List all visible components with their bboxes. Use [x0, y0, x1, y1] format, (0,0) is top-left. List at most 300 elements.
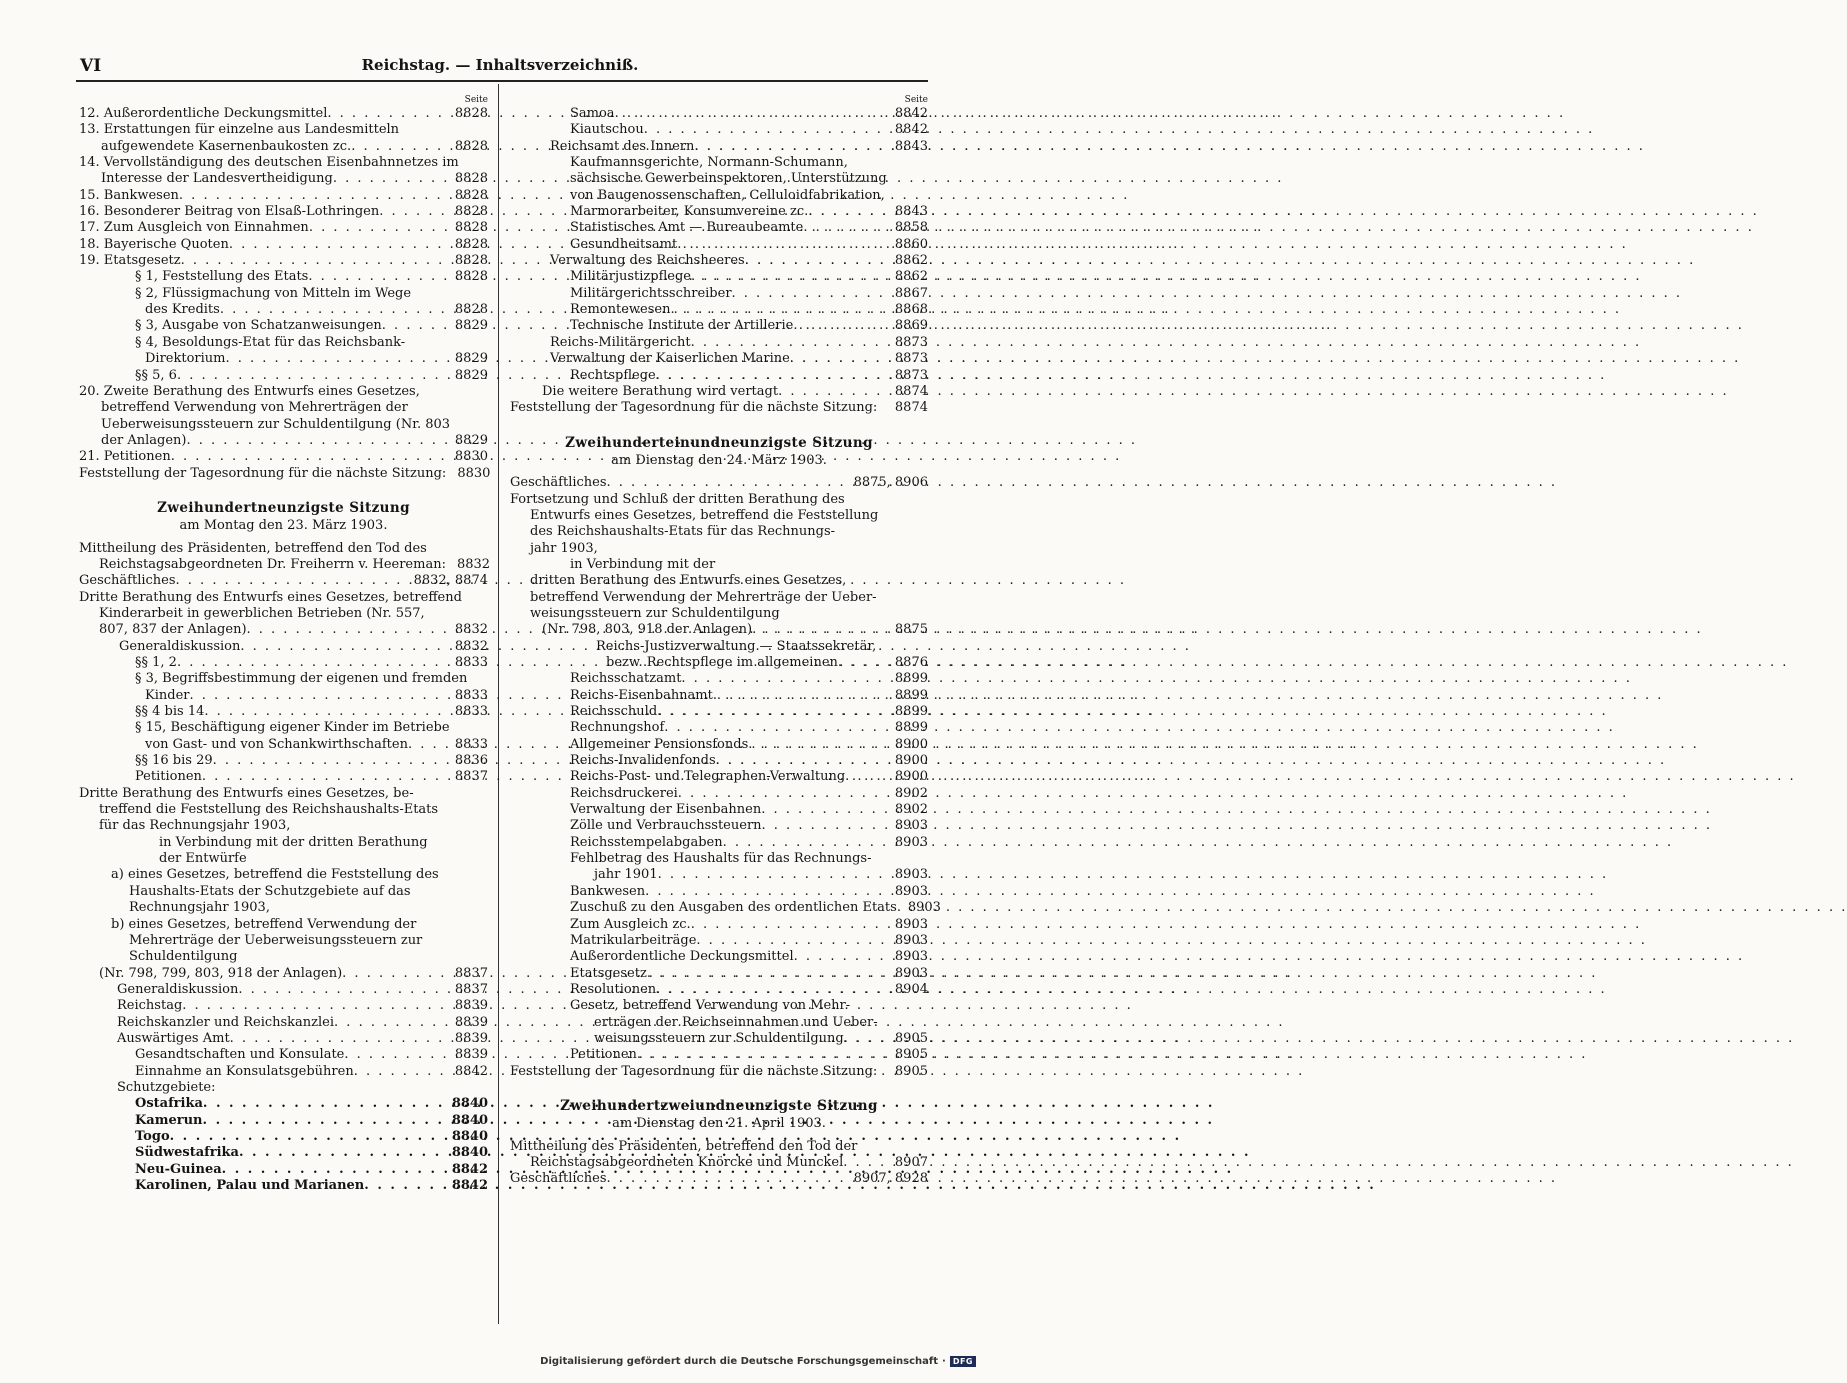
sitting-heading: Zweihundertzweiundneunzigste Sitzung	[560, 1097, 878, 1114]
dot-leader	[354, 1064, 452, 1080]
page-ref: 8828	[454, 220, 488, 236]
toc-entry	[79, 220, 488, 236]
toc-entry-text: Reichs-Justizverwaltung — Staatssekretär,	[596, 638, 877, 654]
dot-leader	[808, 204, 892, 220]
dot-leader	[761, 802, 892, 818]
page-ref: 8828	[454, 236, 488, 252]
entry-text: bezw. Rechtspflege im allgemeinen	[606, 655, 838, 670]
dfg-logo: DFG	[950, 1356, 976, 1367]
entry-text: Feststellung der Tagesordnung für die nächste Sitzung:	[510, 400, 878, 416]
page-ref: 8903	[907, 900, 941, 916]
page-ref: 8899	[894, 671, 928, 687]
toc-entry	[79, 622, 488, 638]
toc-entry	[79, 1145, 488, 1161]
page-ref: 8828	[454, 171, 488, 187]
entry-text: 17. Zum Ausgleich von Einnahmen	[79, 220, 309, 236]
page-ref: 8840	[451, 1112, 488, 1128]
toc-entry	[79, 449, 488, 465]
entry-text: §§ 16 bis 29	[135, 753, 213, 769]
toc-entry	[79, 639, 488, 655]
dot-leader	[327, 106, 452, 122]
entry-text: aufgewendete Kasernenbaukosten zc.	[101, 138, 352, 154]
entry-text: § 3, Ausgabe von Schatzanweisungen	[135, 318, 382, 334]
sitting-date: am Dienstag den 24. März 1903.	[611, 452, 827, 468]
right-column	[510, 94, 941, 1188]
toc-entry	[510, 1031, 928, 1047]
entry-text: Reichs-Post- und Telegraphen-Verwaltung	[570, 769, 846, 785]
toc-entry-text: Schutzgebiete:	[117, 1079, 216, 1095]
page-ref: 8842	[451, 1178, 488, 1193]
entry-text: §§ 4 bis 14	[135, 704, 205, 720]
toc-entry	[510, 384, 928, 400]
dot-leader	[745, 253, 892, 269]
toc-entry	[79, 753, 488, 769]
toc-entry	[79, 982, 488, 998]
dot-leader	[239, 1145, 449, 1161]
page-ref: 8832, 8874	[413, 573, 488, 589]
toc-entry	[79, 1162, 488, 1178]
toc-entry	[79, 1047, 488, 1063]
sitting-date: am Montag den 23. März 1903.	[179, 518, 388, 534]
entry-text: Reichstag	[117, 998, 183, 1014]
page-ref: 8839	[454, 1047, 488, 1063]
dot-leader	[213, 753, 452, 769]
toc-entry	[79, 556, 491, 573]
dot-leader	[187, 433, 452, 449]
entry-text: Südwestafrika	[135, 1145, 239, 1161]
page-ref: 8832	[454, 638, 488, 654]
toc-entry	[79, 188, 488, 204]
entry-text: Resolutionen	[570, 981, 657, 997]
toc-entry	[510, 106, 928, 122]
entry-text: Ostafrika	[135, 1096, 203, 1112]
dot-leader	[364, 1178, 449, 1194]
toc-entry-text: Ueberweisungssteuern zur Schuldentilgung (Nr. 803	[101, 416, 451, 432]
page-ref: 8902	[894, 802, 928, 818]
toc-entry	[79, 1113, 488, 1129]
page-ref: 8900	[894, 769, 928, 785]
toc-entry	[510, 737, 928, 753]
toc-entry	[79, 1096, 488, 1112]
toc-entry	[510, 1064, 928, 1080]
dot-leader	[658, 867, 892, 883]
dot-leader	[691, 335, 892, 351]
entry-text: Remontewesen	[570, 302, 671, 318]
dot-leader	[845, 769, 892, 785]
toc-entry-text: für das Rechnungsjahr 1903,	[99, 818, 291, 834]
page-ref: 8903	[894, 916, 928, 932]
page-ref: 8843	[894, 204, 928, 220]
entry-text: Reichs-Invalidenfonds	[570, 753, 716, 769]
toc-entry	[510, 400, 928, 416]
page-ref: 8907, 8928	[853, 1171, 928, 1187]
toc-entry	[510, 933, 928, 949]
toc-entry-text: 13. Erstattungen für einzelne aus Landesmitteln	[79, 122, 400, 138]
toc-entry-text: § 3, Begriffsbestimmung der eigenen und fremden	[135, 671, 468, 687]
entry-text: Reichskanzler und Reichskanzlei	[117, 1014, 335, 1030]
page-ref: 8903	[894, 867, 928, 883]
page-ref: 8837	[454, 981, 488, 997]
toc-entry-text: Kinderarbeit in gewerblichen Betrieben (Nr. 557,	[99, 605, 425, 621]
toc-entry	[79, 1015, 488, 1031]
toc-entry-text: Gesetz, betreffend Verwendung von Mehr-	[570, 998, 851, 1014]
page-ref: 8837	[454, 965, 488, 981]
dot-leader	[752, 622, 892, 638]
entry-text: Einnahme an Konsulatsgebühren	[135, 1063, 354, 1079]
toc-entry	[510, 769, 928, 785]
page-ref: 8874	[894, 400, 928, 416]
entry-text: jahr 1901	[594, 867, 658, 883]
toc-entry	[79, 237, 488, 253]
toc-entry	[510, 351, 928, 367]
dot-leader	[229, 237, 452, 253]
dot-leader	[382, 318, 452, 334]
page-ref: 8836	[454, 753, 488, 769]
dot-leader	[181, 253, 452, 269]
entry-text: Karolinen, Palau und Marianen	[135, 1178, 365, 1193]
dot-leader	[240, 639, 452, 655]
entry-text: §§ 1, 2	[135, 655, 177, 670]
entry-text: 16. Besonderer Beitrag von Elsaß-Lothringen	[79, 204, 380, 220]
toc-entry	[79, 1031, 488, 1047]
dot-leader	[794, 949, 892, 965]
toc-entry	[510, 688, 928, 704]
toc-entry-text: 14. Vervollständigung des deutschen Eisenbahnnetzes im	[79, 155, 459, 171]
toc-entry-text: a) eines Gesetzes, betreffend die Feststellung des	[111, 867, 439, 883]
page-ref: 8842	[454, 1063, 488, 1079]
page-ref: 8905	[894, 1063, 928, 1079]
entry-text: von Gast- und von Schankwirthschaften	[145, 736, 408, 752]
running-title: Reichstag. — Inhaltsverzeichniß.	[361, 56, 639, 74]
toc-entry-text: Mehrerträge der Ueberweisungssteuern zur	[129, 932, 423, 948]
dot-leader	[182, 998, 452, 1014]
toc-entry	[510, 753, 928, 769]
toc-entry-text: weisungssteuern zur Schuldentilgung	[530, 605, 780, 621]
entry-text: § 1, Feststellung des Etats	[135, 269, 309, 285]
toc-entry	[510, 368, 928, 384]
dot-leader	[656, 368, 892, 384]
page-ref: 8842	[894, 122, 928, 138]
dot-leader	[723, 835, 892, 851]
page-ref: 8828	[454, 106, 488, 121]
toc-entry	[510, 655, 928, 671]
page-ref: 8903	[894, 883, 928, 899]
dot-leader	[230, 1031, 452, 1047]
dot-leader	[637, 1047, 892, 1063]
page-ref: 8830	[454, 449, 488, 465]
page-ref: 8842	[451, 1161, 488, 1177]
page-ref: 8899	[894, 687, 928, 703]
entry-text: Geschäftliches	[510, 475, 607, 491]
dot-leader	[678, 786, 892, 802]
toc-entry	[510, 139, 928, 155]
toc-entry	[510, 982, 928, 998]
page-ref: 8843	[894, 138, 928, 154]
page-ref: 8833	[454, 687, 488, 703]
page-ref: 8873	[894, 367, 928, 383]
dot-leader	[203, 1096, 449, 1112]
dot-leader	[843, 1155, 892, 1171]
toc-entry	[510, 220, 928, 236]
toc-entry-text: Schuldentilgung	[129, 949, 238, 965]
toc-entry	[510, 671, 928, 687]
page-ref: 8840	[451, 1128, 488, 1144]
page-ref: 8902	[894, 785, 928, 801]
page-ref: 8828	[454, 187, 488, 203]
toc-entry-text: sächsische Gewerbeinspektoren, Unterstützung	[570, 171, 887, 187]
toc-entry	[79, 1064, 488, 1080]
entry-text: Direktorium	[145, 351, 226, 367]
page-ref: 8832	[456, 556, 491, 572]
toc-entry	[79, 351, 488, 367]
toc-entry	[79, 573, 488, 589]
toc-entry	[510, 1171, 928, 1187]
toc-entry	[79, 253, 488, 269]
page-ref: 8837	[454, 769, 488, 785]
toc-entry	[510, 867, 928, 883]
page-ref: 8900	[894, 753, 928, 769]
dot-leader	[171, 449, 452, 465]
dot-leader	[790, 351, 892, 367]
entry-text: Verwaltung der Kaiserlichen Marine	[550, 351, 790, 367]
page-ref: 8873	[894, 334, 928, 350]
dot-leader	[607, 475, 851, 491]
entry-text: Feststellung der Tagesordnung für die nächste Sitzung:	[79, 465, 447, 481]
toc-entry	[79, 966, 488, 982]
dot-leader	[844, 1031, 892, 1047]
toc-entry	[510, 122, 928, 138]
page-ref: 8830	[457, 465, 491, 481]
page-ref: 8876	[894, 655, 928, 670]
toc-entry	[510, 884, 928, 900]
entry-text: Gesundheitsamt	[570, 236, 678, 252]
page-ref: 8829	[454, 318, 488, 334]
entry-text: Geschäftliches	[510, 1171, 607, 1187]
entry-text: 19. Etatsgesetz	[79, 253, 181, 269]
dot-leader	[615, 106, 892, 122]
toc-entry-text: Dritte Berathung des Entwurfs eines Gesetzes, be-	[79, 785, 414, 801]
dot-leader	[226, 351, 452, 367]
dot-leader	[220, 302, 452, 318]
toc-entry	[510, 1047, 928, 1063]
page-ref: 8903	[894, 818, 928, 834]
page-ref: 8862	[894, 253, 928, 269]
dot-leader	[344, 1047, 452, 1063]
entry-text: Rechnungshof	[570, 720, 665, 736]
seite-label: Seite	[464, 95, 488, 105]
toc-entry	[510, 318, 928, 334]
page-ref: 8828	[454, 269, 488, 285]
dot-leader	[713, 688, 892, 704]
toc-entry-text: in Verbindung mit der	[570, 556, 716, 572]
entry-text: (Nr. 798, 799, 803, 918 der Anlagen)	[99, 965, 343, 981]
toc-entry	[510, 622, 928, 638]
toc-entry	[79, 465, 491, 482]
entry-text: Reichsamt des Innern	[550, 138, 695, 154]
page-ref: 8903	[894, 932, 928, 948]
entry-text: Kiautschou	[570, 122, 644, 138]
page-ref: 8903	[894, 949, 928, 965]
dot-leader	[202, 769, 452, 785]
toc-entry	[510, 335, 928, 351]
toc-entry-text: treffend die Feststellung des Reichshaushalts-Etats	[99, 802, 439, 818]
page-ref: 8860	[894, 236, 928, 252]
toc-entry	[79, 318, 488, 334]
toc-entry-text: Rechnungsjahr 1903,	[129, 900, 270, 916]
toc-entry	[510, 204, 928, 220]
dot-leader	[607, 1171, 851, 1187]
entry-text: Reichs-Eisenbahnamt	[570, 687, 713, 703]
entry-text: Interesse der Landesvertheidigung	[101, 171, 333, 187]
entry-text: Militärjustizpflege	[570, 269, 691, 285]
toc-entry	[79, 704, 488, 720]
dot-leader	[656, 982, 892, 998]
page-ref: 8829	[454, 432, 488, 448]
toc-entry-text: in Verbindung mit der dritten Berathung	[159, 834, 428, 850]
entry-text: Zuschuß zu den Ausgaben des ordentlichen Etats	[570, 900, 897, 916]
dot-leader	[177, 655, 452, 671]
toc-entry	[510, 949, 928, 965]
toc-entry	[79, 269, 488, 285]
dot-leader	[664, 720, 892, 736]
dot-leader	[176, 573, 411, 589]
page-ref: 8828	[454, 204, 488, 220]
page-ref: 8904	[894, 981, 928, 997]
dot-leader	[732, 286, 892, 302]
dot-leader	[803, 220, 892, 236]
entry-text: 21. Petitionen	[79, 449, 171, 465]
entry-text: Militärgerichtsschreiber	[570, 285, 732, 301]
page-ref: 8905	[894, 1047, 928, 1063]
toc-entry	[510, 802, 928, 818]
entry-text: Reichstagsabgeordneten Dr. Freiherrn v. Heereman:	[99, 556, 446, 572]
entry-text: Neu-Guinea	[135, 1161, 222, 1177]
page-ref: 8875, 8906	[853, 475, 928, 491]
entry-text: Technische Institute der Artillerie	[570, 318, 794, 334]
toc-entry-text: dritten Berathung des Entwurfs eines Gesetzes,	[530, 573, 847, 589]
entry-text: Reichs-Militärgericht	[550, 334, 691, 350]
page-ref: 8868	[894, 302, 928, 318]
toc-entry-text: des Reichshaushalts-Etats für das Rechnungs-	[530, 524, 836, 540]
dot-leader	[647, 966, 892, 982]
entry-text: Petitionen	[570, 1047, 637, 1063]
page-number: VI	[80, 56, 102, 76]
toc-entry	[79, 302, 488, 318]
toc-entry-text: b) eines Gesetzes, betreffend Verwendung der	[111, 916, 417, 932]
toc-entry-text: jahr 1903,	[530, 540, 598, 556]
entry-text: 18. Bayerische Quoten	[79, 236, 229, 252]
left-column	[79, 94, 491, 1194]
toc-entry	[510, 237, 928, 253]
toc-entry	[79, 106, 488, 122]
page-ref: 8867	[894, 285, 928, 301]
entry-text: 15. Bankwesen	[79, 187, 179, 203]
entry-text: Reichsdruckerei	[570, 785, 678, 801]
dot-leader	[222, 1162, 449, 1178]
toc-entry	[510, 818, 928, 834]
entry-text: Generaldiskussion	[119, 638, 241, 654]
dot-leader	[778, 384, 892, 400]
entry-text: Allgemeiner Pensionsfonds	[570, 736, 749, 752]
page-ref: 8833	[454, 655, 488, 670]
entry-text: Marmorarbeiter, Konsumvereine zc.	[570, 204, 809, 220]
toc-entry-text: betreffend Verwendung von Mehrerträgen der	[101, 400, 408, 416]
toc-entry	[510, 704, 928, 720]
entry-text: Reichsschuld	[570, 704, 658, 720]
page-ref: 8828	[454, 253, 488, 269]
dot-leader	[681, 671, 891, 687]
toc-entry	[79, 171, 488, 187]
dot-leader	[670, 302, 891, 318]
page-ref: 8840	[451, 1145, 488, 1161]
footer-credit: Digitalisierung gefördert durch die Deutsche Forschungsgemeinschaft · DFG	[540, 1356, 976, 1367]
page-ref: 8875	[894, 622, 928, 638]
header-rule	[76, 80, 928, 82]
toc-entry	[510, 302, 928, 318]
dot-leader	[696, 933, 891, 949]
entry-text: (Nr. 798, 803, 918 der Anlagen)	[542, 622, 753, 638]
dot-leader	[897, 900, 905, 916]
dot-leader	[203, 1113, 449, 1129]
page-ref: 8839	[454, 998, 488, 1014]
dot-leader	[333, 171, 452, 187]
toc-entry	[79, 204, 488, 220]
toc-entry	[510, 900, 941, 916]
dot-leader	[379, 204, 452, 220]
entry-text: Kamerun	[135, 1112, 203, 1128]
entry-text: Samoa	[570, 106, 615, 121]
toc-entry-text: der Entwürfe	[159, 851, 247, 867]
dot-leader	[691, 917, 892, 933]
entry-text: des Kredits	[145, 302, 220, 318]
page-ref: 8829	[454, 367, 488, 383]
toc-entry-text: betreffend Verwendung der Mehrerträge der Ueber-	[530, 589, 877, 605]
page-ref: 8842	[894, 106, 928, 121]
toc-entry-text: Dritte Berathung des Entwurfs eines Gesetzes, betreffend	[79, 589, 462, 605]
entry-text: Feststellung der Tagesordnung für die nächste Sitzung:	[510, 1063, 878, 1079]
page-ref: 8839	[454, 1030, 488, 1046]
toc-entry-text: Mittheilung des Präsidenten, betreffend den Tod des	[79, 540, 427, 556]
entry-text: Petitionen	[135, 769, 202, 785]
toc-entry-text: erträgen der Reichseinnahmen und Ueber-	[594, 1014, 878, 1030]
page-ref: 8900	[894, 736, 928, 752]
toc-entry-text: § 2, Flüssigmachung von Mitteln im Wege	[135, 285, 412, 301]
page-ref: 8862	[894, 269, 928, 285]
toc-entry	[510, 917, 928, 933]
dot-leader	[238, 982, 452, 998]
toc-entry	[79, 1129, 488, 1145]
dot-leader	[677, 237, 892, 253]
dot-leader	[793, 318, 892, 334]
entry-text: Zum Ausgleich zc.	[570, 916, 691, 932]
toc-entry	[510, 475, 928, 491]
page-ref: 8903	[894, 965, 928, 981]
dot-leader	[838, 655, 892, 671]
page-ref: 8903	[894, 834, 928, 850]
entry-text: 807, 837 der Anlagen)	[99, 622, 247, 638]
page-ref: 8874	[894, 383, 928, 399]
sitting-heading: Zweihunderteinundneunzigste Sitzung	[565, 434, 873, 451]
dot-leader	[189, 688, 451, 704]
toc-entry-text: Haushalts-Etats der Schutzgebiete auf das	[129, 883, 411, 899]
page-ref: 8899	[894, 704, 928, 720]
toc-entry	[79, 655, 488, 671]
entry-text: Auswärtiges Amt	[117, 1030, 230, 1046]
entry-text: Außerordentliche Deckungsmittel	[570, 949, 794, 965]
page-ref: 8839	[454, 1014, 488, 1030]
page-ref: 8873	[894, 351, 928, 367]
toc-entry-text: Mittheilung des Präsidenten, betreffend den Tod der	[510, 1138, 858, 1154]
